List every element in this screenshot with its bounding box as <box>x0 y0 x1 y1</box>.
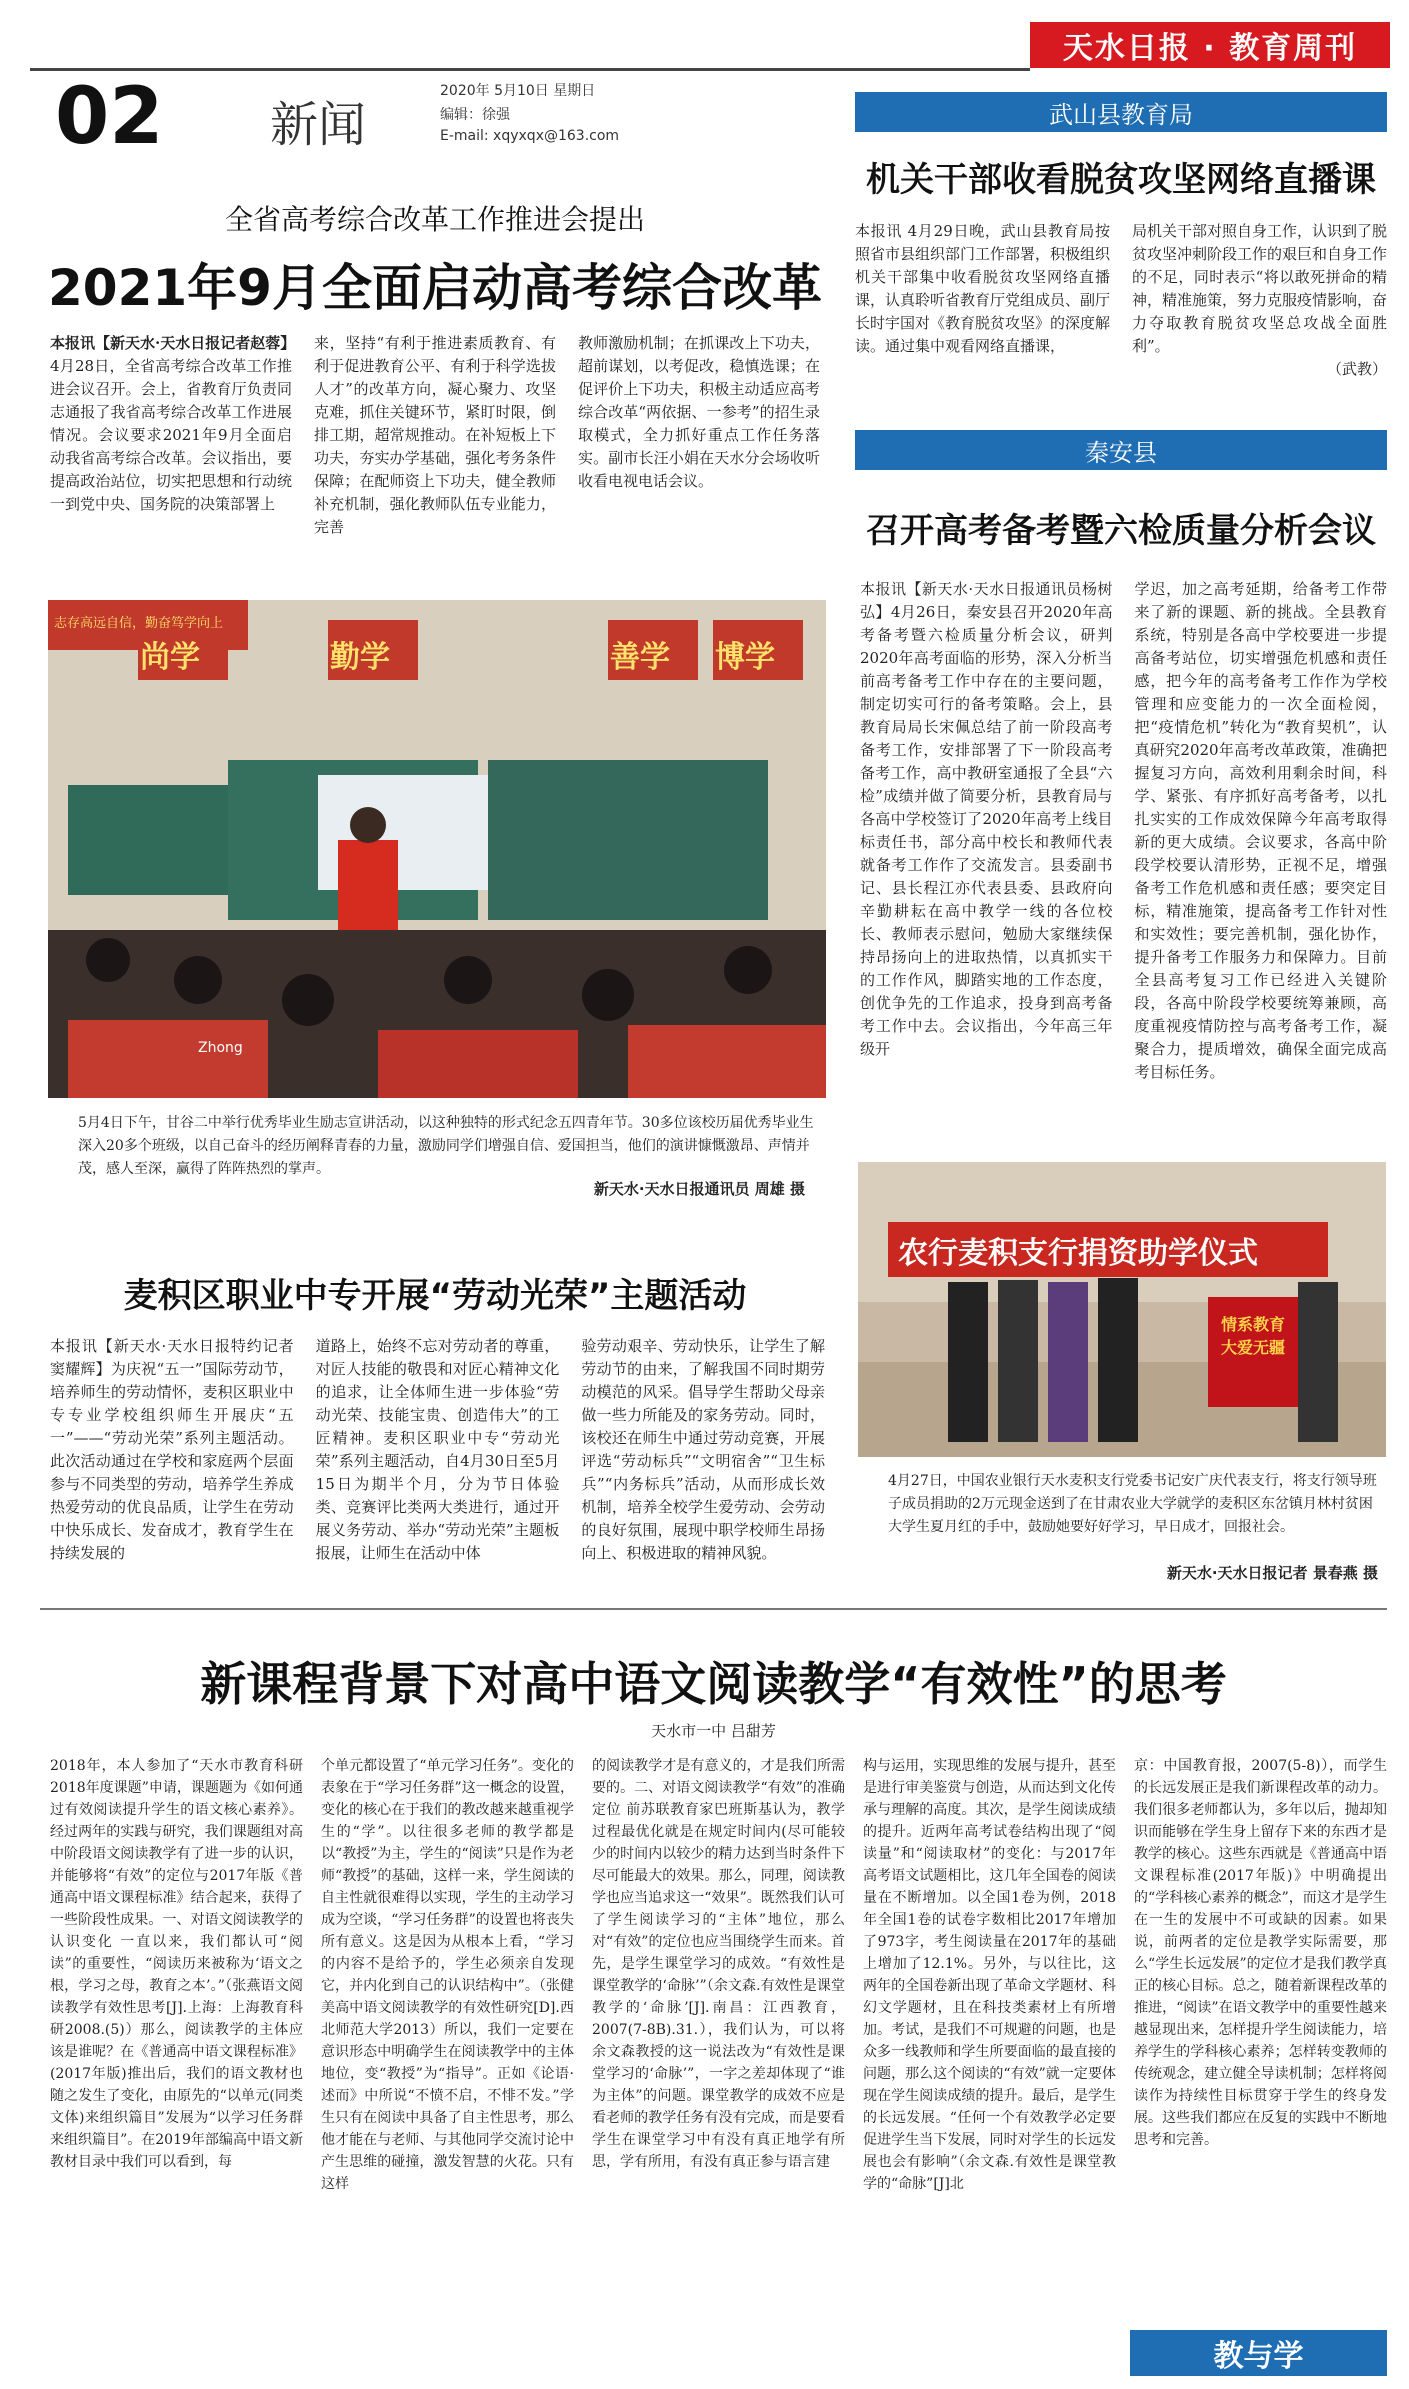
photo2-caption: 4月27日，中国农业银行天水麦积支行党委书记安广庆代表支行，将支行领导班子成员捐助的2万元现金送到了在甘肃农业大学就学的麦积区东岔镇月林村贫困大学生夏月红的手中，鼓励她要好好学习，早日成才，回报社会。 <box>888 1473 1377 1535</box>
lead-col-3: 教师激励机制；在抓课改上下功夫，超前谋划，以考促改，稳慎选课；在促评价上下功夫，积极主动适应高考综合改革“两依据、一参考”的招生录取模式，全力抓好重点工作任务落实。副市长汪小娟在天水分会场收听收看电视电话会议。 <box>578 334 820 490</box>
maiji-col-2: 道路上，始终不忘对劳动者的尊重，对匠人技能的敬畏和对匠心精神文化的追求，让全体师生进一步体验“劳动光荣、技能宝贵、创造伟大”的工匠精神。麦积区职业中专“劳动光荣”系列主题活动，自4月30日至5月15日为期半个月，分为节日体验类、竞赛评比类两大类进行，通过开展义务劳动、举办“劳动光荣”主题板报展，让师生在活动中体 <box>315 1337 560 1562</box>
qinan-county: 秦安县 <box>855 430 1387 470</box>
banner-1: 尚学 <box>140 640 200 675</box>
maiji-col-1: 本报讯【新天水·天水日报特约记者 窦耀辉】为庆祝“五一”国际劳动节，培养师生的劳动情怀，麦积区职业中专专业学校组织师生开展庆“五一”——“劳动光荣”系列主题活动。此次活动通过在学校和家庭两个层面参与不同类型的劳动，培养学生养成热爱劳动的优良品质，让学生在劳动中快乐成长、发奋成才，教育学生在持续发展的 <box>50 1337 294 1562</box>
pennant-text: 情系教育 大爱无疆 <box>1220 1315 1285 1357</box>
email[interactable]: E-mail: xqyxqx@163.com <box>440 128 620 144</box>
essay-col-5: 京：中国教育报，2007(5-8)），而学生的长远发展正是我们新课程改革的动力。我们很多老师都认为，多年以后，抛却知识而能够在学生身上留存下来的东西才是教学的核心。这些东西就是《普通高中语文课程标准(2017年版)》中明确提出的“学科核心素养的概念”，而这才是学生在一生的发展中不可或缺的因素。如果说，前两者的定位是教学实际需要，那么“学生长远发展”的定位才是我们教学真正的核心目标。总之，随着新课程改革的推进，“阅读”在语文教学中的重要性越来越显现出来，怎样提升学生阅读能力，培养学生的学科核心素养；怎样转变教师的传统观念，建立健全导读机制；怎样将阅读作为持续性目标贯穿于学生的终身发展。这些我们都应在反复的实践中不断地思考和完善。 <box>1134 1758 1387 2148</box>
footer-label: 教与学 <box>1130 2330 1387 2376</box>
essay-col-2: 个单元都设置了“单元学习任务”。变化的表象在于“学习任务群”这一概念的设置，变化的核心在于我们的教改越来越重视学生的“学”。以往很多老师的教学都是以“教授”为主，学生的“阅读”只是作为老师“教授”的基础，这样一来，学生阅读的自主性就很难得以实现，学生的主动学习成为空谈，“学习任务群”的设置也将丧失所有意义。这是因为从根本上看，“学习的内容不是给予的，学生必须亲自发现它，并内化到自己的认识结构中”。（张健美高中语文阅读教学的有效性研究[D].西北师范大学2013）所以，我们一定要在意识形态中明确学生在阅读教学中的主体地位，变“教授”为“指导”。正如《论语·述而》中所说“不愤不启，不悱不发。”学生只有在阅读中具备了自主性思考，那么他才能在与老师、与其他同学交流讨论中产生思维的碰撞，激发智慧的火花。只有这样 <box>321 1758 574 2192</box>
banner-3: 善学 <box>610 640 670 675</box>
wushan-title: 机关干部收看脱贫攻坚网络直播课 <box>866 160 1376 200</box>
banner-2: 勤学 <box>330 640 390 675</box>
wushan-county: 武山县教育局 <box>855 92 1387 132</box>
board-label: Zhong <box>198 1040 243 1056</box>
photo1-credit: 新天水·天水日报通讯员 周雄 摄 <box>593 1180 805 1198</box>
essay-author: 天水市一中 吕甜芳 <box>651 1722 776 1740</box>
essay-col-1: 2018年，本人参加了“天水市教育科研2018年度课题”申请，课题题为《如何通过有效阅读提升学生的语文核心素养》。经过两年的实践与研究，我们课题组对高中阶段语文阅读教学有了进一步的认识，并能够将“有效”的定位与2017年版《普通高中语文课程标准》结合起来，获得了一些阶段性成果。一、对语文阅读教学的认识变化 一直以来，我们都认可“阅读”的重要性，“阅读历来被称为‘语文之根，学习之母，教育之本’。”（张燕语文阅读教学有效性思考[J].上海：上海教育科研2008.(5)）那么，阅读教学的主体应该是谁呢？在《普通高中语文课程标准》(2017年版)推出后，我们的语文教材也随之发生了变化，由原先的“以单元(同类文体)来组织篇目”发展为“以学习任务群来组织篇目”。在2019年部编高中语文新教材目录中我们可以看到，每 <box>50 1758 303 2170</box>
photo1-caption: 5月4日下午，甘谷二中举行优秀毕业生励志宣讲活动，以这种独特的形式纪念五四青年节。30多位该校历届优秀毕业生深入20多个班级，以自己奋斗的经历阐释青春的力量，激励同学们增强自信、爱国担当，他们的演讲慷慨激昂、声情并茂，感人至深，赢得了阵阵热烈的掌声。 <box>78 1115 814 1177</box>
qinan-col-1: 本报讯【新天水·天水日报通讯员杨树弘】4月26日，秦安县召开2020年高考备考暨六检质量分析会议，研判2020年高考面临的形势，深入分析当前高考备考工作中存在的主要问题，制定切实可行的备考策略。会上，县教育局局长宋佩总结了前一阶段高考备考工作，安排部署了下一阶段高考备考工作，高中教研室通报了全县“六检”成绩并做了简要分析，县教育局与各高中学校签订了2020年高考上线目标责任书，部分高中校长和教师代表就备考工作作了交流发言。县委副书记、县长程江亦代表县委、县政府向辛勤耕耘在高中教学一线的各位校长、教师表示慰问，勉励大家继续保持昂扬向上的进取热情，以真抓实干的工作作风，脚踏实地的工作态度，创优争先的工作追求，投身到高考备考工作中去。会议指出，今年高三年级开 <box>860 580 1113 1058</box>
page-number: 02 <box>55 72 164 162</box>
section-divider <box>40 1608 1387 1610</box>
essay-title: 新课程背景下对高中语文阅读教学“有效性”的思考 <box>200 1657 1227 1711</box>
lead-col-2: 来，坚持“有利于推进素质教育、有利于促进教育公平、有利于科学选拔人才”的改革方向，凝心聚力、攻坚克难，抓住关键环节，紧盯时限，倒排工期，超常规推动。在补短板上下功夫，夯实办学基础，强化考务条件保障；在配师资上下功夫，健全教师补充机制，强化教师队伍专业能力，完善 <box>314 334 556 536</box>
lead-title: 2021年9月全面启动高考综合改革 <box>48 259 822 317</box>
donation-illustration <box>858 1162 1386 1457</box>
ceremony-banner: 农行麦积支行捐资助学仪式 <box>898 1236 1258 1271</box>
maiji-title: 麦积区职业中专开展“劳动光荣”主题活动 <box>123 1276 747 1316</box>
photo2-credit: 新天水·天水日报记者 景春燕 摄 <box>1166 1564 1378 1582</box>
top-rule <box>30 68 1030 71</box>
classroom-photo <box>48 600 826 1098</box>
issue-date: 2020年 5月10日 星期日 <box>440 83 596 99</box>
lead-col-1: 本报讯【新天水·天水日报记者赵蓉】4月28日，全省高考综合改革工作推进会议召开。会上，省教育厅负责同志通报了我省高考综合改革工作进展情况。会议要求2021年9月全面启动我省高考综合改革。会议指出，要提高政治站位，切实把思想和行动统一到党中央、国务院的决策部署上 <box>50 334 296 513</box>
wall-slogan: 志存高远自信，勤奋笃学向上 <box>54 616 224 631</box>
wushan-col-2: 局机关干部对照自身工作，认识到了脱贫攻坚冲刺阶段工作的艰巨和自身工作的不足，同时表示“将以敢死拼命的精神，精准施策，努力克服疫情影响，奋力夺取教育脱贫攻坚总攻战全面胜利”。 （武教） <box>1132 222 1388 378</box>
section-name: 新闻 <box>270 97 367 153</box>
qinan-col-2: 学迟，加之高考延期，给备考工作带来了新的课题、新的挑战。全县教育系统，特别是各高中学校要进一步提高备考站位，切实增强危机感和责任感，把今年的高考备考工作作为学校管理和应变能力的一次全面检阅，把“疫情危机”转化为“教育契机”，认真研究2020年高考改革政策，准确把握复习方向，高效利用剩余时间，科学、紧张、有序抓好高考备考，以扎扎实实的工作成效保障今年高考取得新的更大成绩。会议要求，各高中阶段学校要认清形势，正视不足，增强备考工作危机感和责任感；要突定目标，精准施策，提高备考工作针对性和实效性；要完善机制，强化协作，提升备考工作服务力和保障力。目前全县高考复习工作已经进入关键阶段，各高中阶段学校要统筹兼顾，高度重视疫情防控与高考备考工作，凝聚合力，提质增效，确保全面完成高考目标任务。 <box>1134 580 1387 1081</box>
essay-col-3: 的阅读教学才是有意义的，才是我们所需要的。二、对语文阅读教学“有效”的准确定位 前苏联教育家巴班斯基认为，教学过程最优化就是在规定时间内(尽可能较少的时间内以较少的精力达到当时条件下尽可能最大的效果。那么，同理，阅读教学也应当追求这一“效果”。既然我们认可了学生阅读学习的“主体”地位，那么对“有效”的定位也应当围绕学生而来。首先，是学生课堂学习的成效。“有效性是课堂教学的‘命脉’”（余文森.有效性是课堂教学的‘命脉’[J].南昌：江西教育，2007(7-8B).31.），我们认为，可以将余文森教授的这一说法改为“有效性是课堂学习的‘命脉’”，一字之差却体现了“谁为主体”的问题。课堂教学的成效不应是看老师的教学任务有没有完成，而是要看学生在课堂学习中有没有真正地学有所思，学有所用，有没有真正参与语言建 <box>592 1758 845 2170</box>
lead-kicker: 全省高考综合改革工作推进会提出 <box>224 203 645 236</box>
qinan-title: 召开高考备考暨六检质量分析会议 <box>866 511 1376 551</box>
essay-col-4: 构与运用，实现思维的发展与提升，甚至是进行审美鉴赏与创造，从而达到文化传承与理解的高度。其次，是学生阅读成绩的提升。近两年高考试卷结构出现了“阅读量”和“阅读取材”的变化：与2017年高考语文试题相比，这几年全国卷的阅读量在不断增加。以全国1卷为例，2018年全国1卷的试卷字数相比2017年增加了973字，考生阅读量在2017年的基础上增加了12.1%。另外，与以往比，这两年的全国卷新出现了革命文学题材、科幻文学题材，且在科技类素材上有所增加。考试，是我们不可规避的问题，也是众多一线教师和学生所要面临的最直接的问题，那么这个阅读的“有效”就一定要体现在学生阅读成绩的提升。最后，是学生的长远发展。“任何一个有效教学必定要促进学生当下发展，同时对学生的长远发展也会有影响”（余文森.有效性是课堂教学的“命脉”[J]北 <box>863 1758 1116 2192</box>
editor: 编辑：徐强 <box>440 107 510 123</box>
wushan-col-1: 本报讯 4月29日晚，武山县教育局按照省市县组织部门工作部署，积极组织机关干部集中收看脱贫攻坚网络直播课，认真聆听省教育厅党组成员、副厅长时宇国对《教育脱贫攻坚》的深度解读。通过集中观看网络直播课， <box>855 222 1111 355</box>
donation-photo <box>858 1162 1386 1457</box>
banner-4: 博学 <box>715 640 775 675</box>
maiji-col-3: 验劳动艰辛、劳动快乐，让学生了解劳动节的由来，了解我国不同时期劳动模范的风采。倡导学生帮助父母亲做一些力所能及的家务劳动。同时，该校还在师生中通过劳动竞赛，开展评选“劳动标兵”“文明宿舍”“卫生标兵”“内务标兵”活动，从而形成长效机制，培养全校学生爱劳动、会劳动的良好氛围，展现中职学校师生昂扬向上、积极进取的精神风貌。 <box>581 1337 826 1562</box>
masthead: 天水日报 · 教育周刊 <box>1030 22 1390 68</box>
